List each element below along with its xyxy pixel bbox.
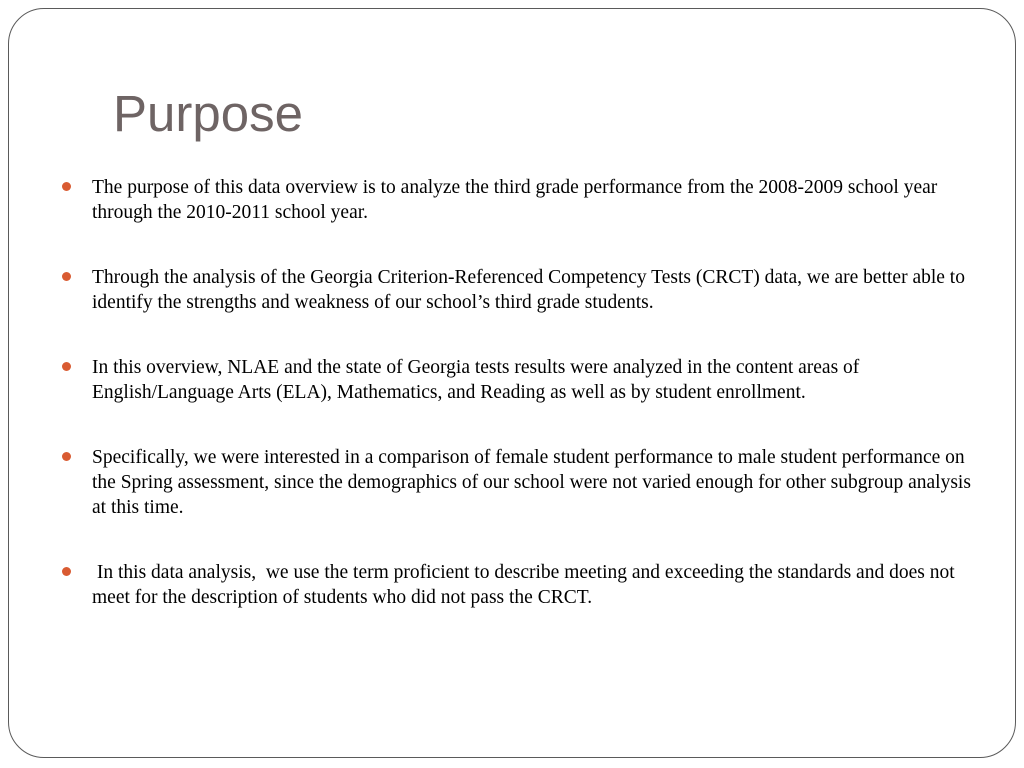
bullet-text: In this overview, NLAE and the state of Georgia tests results were analyzed in the content areas of English/Language Arts (ELA), Mathematics, and Reading as well as by student enrollment. (92, 357, 865, 403)
bullet-dot-icon (62, 452, 71, 461)
bullet-text: Through the analysis of the Georgia Criterion-Referenced Competency Tests (CRCT) data, we are better able to identify the strengths and weakness of our school’s third grade students. (92, 267, 970, 313)
bullet-item (62, 265, 972, 315)
bullet-list (62, 175, 976, 650)
bullet-dot-icon (62, 567, 71, 576)
bullet-dot-icon (62, 362, 71, 371)
slide-title: Purpose (113, 85, 303, 142)
bullet-text: In this data analysis, we use the term proficient to describe meeting and exceeding the standards and does not meet for the description of students who did not pass the CRCT. (92, 562, 960, 608)
bullet-item (62, 445, 976, 520)
bullet-dot-icon (62, 182, 71, 191)
bullet-dot-icon (62, 272, 71, 281)
bullet-text: The purpose of this data overview is to analyze the third grade performance from the 2008-2009 school year through the 2010-2011 school year. (92, 177, 943, 223)
bullet-item (62, 175, 972, 225)
bullet-text: Specifically, we were interested in a comparison of female student performance to male student performance on the Spring assessment, since the demographics of our school were not varied enough for other subgroup analysis at this time. (92, 447, 976, 518)
bullet-item (62, 560, 972, 610)
bullet-item (62, 355, 972, 405)
